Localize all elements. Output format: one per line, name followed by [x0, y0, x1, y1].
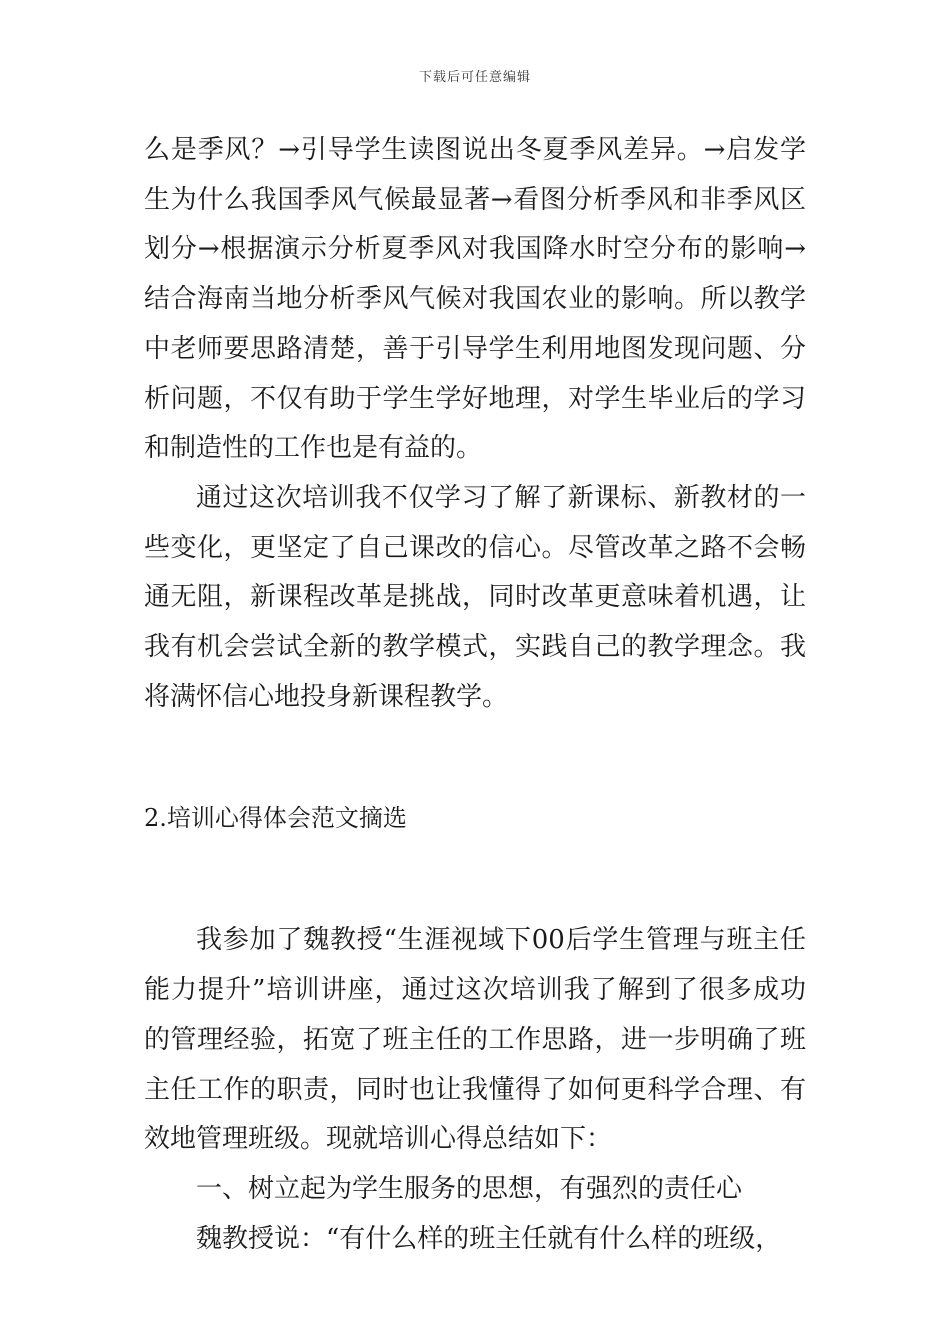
paragraph-5: 魏教授说：“有什么样的班主任就有什么样的班级，: [196, 1223, 782, 1254]
paragraph-1: 么是季风？→引导学生读图说出冬夏季风差异。→启发学生为什么我国季风气候最显著→看图分析季风和非季风区划分→根据演示分析夏季风对我国降水时空分布的影响→结合海南当地分析季风气候对我国农业的影响。所以教学中老师要思路清楚，善于引导学生利用地图发现问题、分析问题，不仅有助于学生学好地理，对学生毕业后的学习和制造性的工作也是有益的。: [144, 135, 806, 464]
paragraph-3: 我参加了魏教授“生涯视域下00后学生管理与班主任能力提升”培训讲座，通过这次培训我了解到了很多成功的管理经验，拓宽了班主任的工作思路，进一步明确了班主任工作的职责，同时也让我懂得了如何更科学合理、有效地管理班级。现就培训心得总结如下：: [144, 925, 806, 1155]
paragraph-2: 通过这次培训我不仅学习了解了新课标、新教材的一些变化，更坚定了自己课改的信心。尽管改革之路不会畅通无阻，新课程改革是挑战，同时改革更意味着机遇，让我有机会尝试全新的教学模式，实践自己的教学理念。我将满怀信心地投身新课程教学。: [144, 482, 806, 712]
page-header-watermark: 下载后可任意编辑: [418, 70, 531, 85]
paragraph-4-heading: 一、树立起为学生服务的思想，有强烈的责任心: [196, 1173, 743, 1204]
section-title: 2.培训心得体会范文摘选: [144, 804, 407, 833]
document-body: [144, 126, 806, 1264]
